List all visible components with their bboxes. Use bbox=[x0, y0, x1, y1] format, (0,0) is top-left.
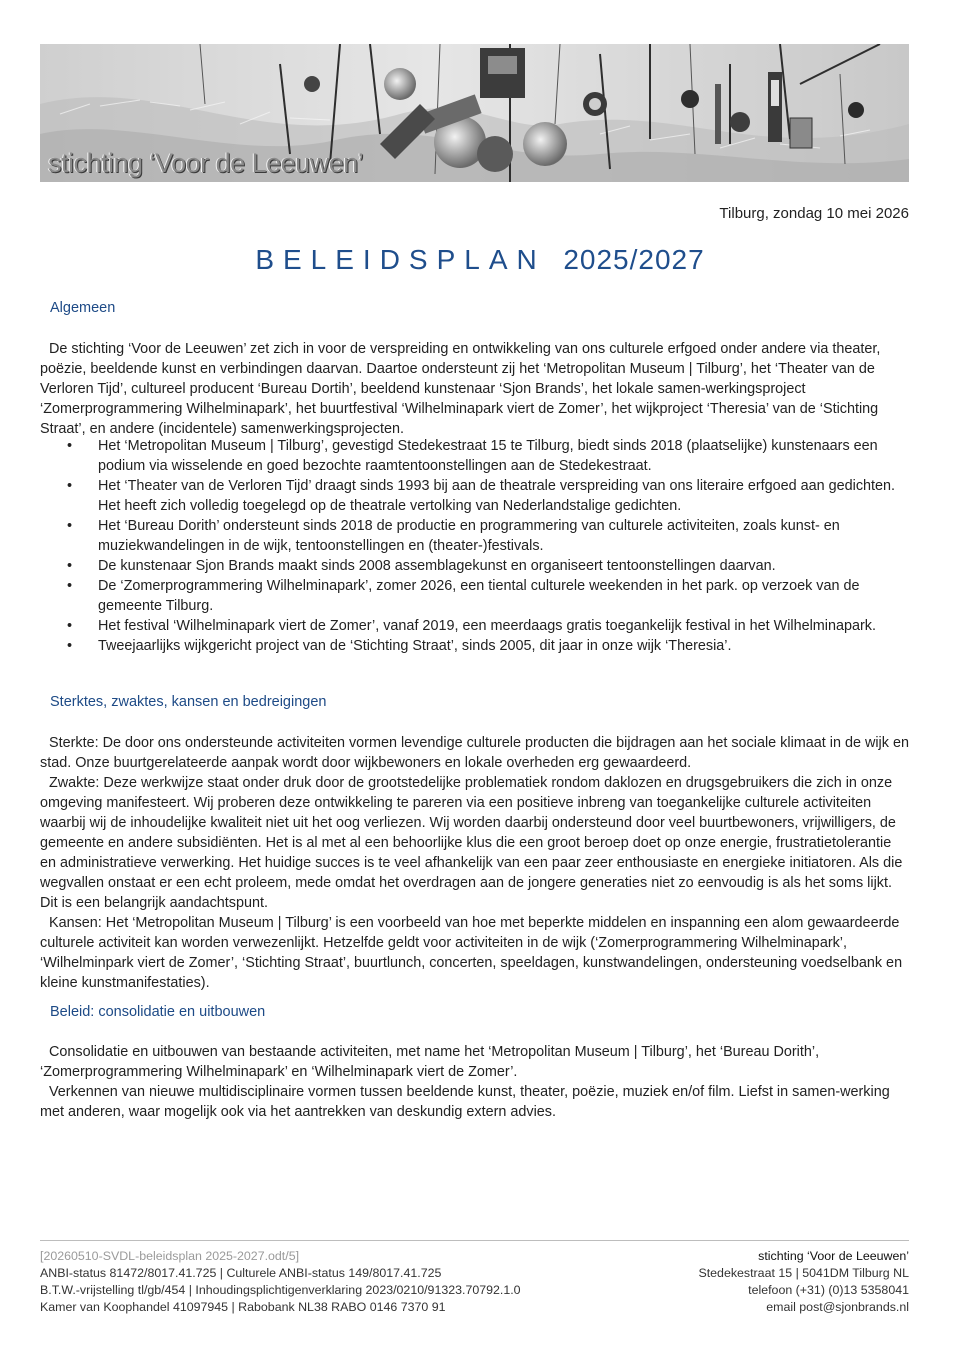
section-heading-algemeen: Algemeen bbox=[50, 300, 116, 316]
swot-sterkte: Sterkte: De door ons ondersteunde activiteiten vormen levendige culturele producten die bijdragen aan het sociale klimaat in de wijk en stad. Onze buurtgerelateerde aanpak wordt door wijkbewoners en lokale overheden erg gewaardeerd. bbox=[40, 735, 909, 771]
document-date: Tilburg, zondag 10 mei 2026 bbox=[719, 205, 909, 222]
footer-left bbox=[40, 1248, 521, 1316]
algemeen-intro bbox=[40, 339, 910, 439]
algemeen-bullet-list bbox=[40, 436, 910, 656]
footer-btw: B.T.W.-vrijstelling tl/gb/454 | Inhoudingsplichtigenverklaring 2023/0210/91323.70792.1.0 bbox=[40, 1283, 521, 1297]
beleid-verkennen: Verkennen van nieuwe multidisciplinaire vormen tussen beeldende kunst, theater, poëzie, muziek en/of film. Liefst in samen-werking met anderen, waar mogelijk ook via het aantrekken van deskundig extern advies. bbox=[40, 1084, 890, 1120]
section-heading-beleid: Beleid: consolidatie en uitbouwen bbox=[50, 1004, 266, 1020]
footer-address: Stedekestraat 15 | 5041DM Tilburg NL bbox=[698, 1266, 909, 1280]
algemeen-intro-text: De stichting ‘Voor de Leeuwen’ zet zich in voor de verspreiding en ontwikkeling van ons culturele erfgoed onder andere via theater, poëzie, beeldende kunst en verbindingen daarvan. Daartoe ondersteunt zij het ‘Metropolitan Museum | Tilburg’, het ‘Theater van de Verloren Tijd’, cultureel producent ‘Bureau Dortih’, beeldend kunstenaar ‘Sjon Brands’, het lokale samen-werkingsproject ‘Zomerprogrammering Wilhelminapark’, het buurtfestival ‘Wilhelminapark viert de Zomer’, het wijkproject ‘Theresia’ van de ‘Stichting Straat’, en andere (incidentele) samenwerkingsprojecten. bbox=[40, 341, 881, 437]
list-item: • Tweejaarlijks wijkgericht project van de ‘Stichting Straat’, sinds 2005, dit jaar in onze wijk ‘Theresia’. bbox=[40, 636, 910, 656]
header-banner bbox=[40, 44, 909, 182]
title-word: BELEIDSPLAN bbox=[255, 244, 546, 275]
beleid-body bbox=[40, 1042, 910, 1122]
section-heading-swot: Sterktes, zwaktes, kansen en bedreigingen bbox=[50, 694, 327, 710]
footer-anbi-status: ANBI-status 81472/8017.41.725 | Culturele ANBI-status 149/8017.41.725 bbox=[40, 1266, 442, 1280]
list-item: • Het ‘Theater van de Verloren Tijd’ draagt sinds 1993 bij aan de theatrale verspreiding van ons literaire erfgoed aan gedichten. Het heeft zich volledig toegelegd op de theatrale vertolking van Nederlandstalige gedichten. bbox=[40, 476, 910, 516]
swot-body bbox=[40, 733, 910, 993]
swot-zwakte: Zwakte: Deze werkwijze staat onder druk door de grootstedelijke problematiek rondom daklozen en drugsgebruikers die zich in onze omgeving manifesteert. Wij proberen deze ontwikkeling te pareren via een positieve inbreng van toegankelijke culturele activiteiten waarbij wij de inhoudelijke kwaliteit niet uit het oog verliezen. Wij worden daarbij ondersteund door veel buurtbewoners, vrijwilligers, de gemeente en andere subsidiënten. Het is al met al een behoorlijke klus die een groot beroep doet op onze energie, frustratietolerantie en administratieve verwerking. Het huidige succes is te veel afhankelijk van een paar zeer enthousiaste en energieke initiatoren. Als die wegvallen onstaat er een echt proleem, mede omdat het overdragen aan de jongere generaties niet zo eenvoudig is als het soms lijkt. Dit is een belangrijk aandachtspunt. bbox=[40, 775, 903, 911]
footer-right bbox=[698, 1248, 909, 1316]
title-years: 2025/2027 bbox=[563, 244, 705, 275]
list-item: • Het festival ‘Wilhelminapark viert de Zomer’, vanaf 2019, een meerdaags gratis toegankelijk festival in het Wilhelminapark. bbox=[40, 616, 910, 636]
footer-email: email post@sjonbrands.nl bbox=[766, 1300, 909, 1314]
swot-kansen: Kansen: Het ‘Metropolitan Museum | Tilburg’ is een voorbeeld van hoe met beperkte middelen en inspanning een alom gewaardeerde culturele activiteit kan worden verwezenlijkt. Hetzelfde geldt voor activiteiten in de wijk (‘Zomerprogrammering Wilhelminapark’, ‘Wilhelminpark viert de Zomer’, ‘Stichting Straat’, buurtlunch, concerten, speeldagen, kunstwandelingen, ondersteuning voedselbank en kleine kunstmanifestaties). bbox=[40, 915, 903, 991]
footer-organisation: stichting ‘Voor de Leeuwen’ bbox=[758, 1249, 909, 1263]
list-item: • Het ‘Bureau Dorith’ ondersteunt sinds 2018 de productie en programmering van culturele activiteiten, zoals kunst- en muziekwandelingen in de wijk, tentoonstellingen en (theater-)festivals. bbox=[40, 516, 910, 556]
footer-divider bbox=[40, 1240, 909, 1241]
banner-title: stichting ‘Voor de Leeuwen’ bbox=[48, 148, 364, 178]
footer-file-reference: [20260510-SVDL-beleidsplan 2025-2027.odt/5] bbox=[40, 1249, 300, 1263]
list-item: • De kunstenaar Sjon Brands maakt sinds 2008 assemblagekunst en organiseert tentoonstellingen daarvan. bbox=[40, 556, 910, 576]
footer-kvk-bank: Kamer van Koophandel 41097945 | Rabobank NL38 RABO 0146 7370 91 bbox=[40, 1300, 446, 1314]
list-item: • Het ‘Metropolitan Museum | Tilburg’, gevestigd Stedekestraat 15 te Tilburg, biedt sinds 2018 (plaatselijke) kunstenaars een podium via wisselende en goed bezochte raamtentoonstellingen aan de Stedekestraat. bbox=[40, 436, 910, 476]
list-item: • De ‘Zomerprogrammering Wilhelminapark’, zomer 2026, een tiental culturele weekenden in het park. op verzoek van de gemeente Tilburg. bbox=[40, 576, 910, 616]
beleid-consolidatie: Consolidatie en uitbouwen van bestaande activiteiten, met name het ‘Metropolitan Museum | Tilburg’, het ‘Bureau Dorith’, ‘Zomerprogrammering Wilhelminapark’ en ‘Wilhelminapark viert de Zomer’. bbox=[40, 1044, 820, 1080]
document-title bbox=[0, 244, 960, 276]
footer-phone: telefoon (+31) (0)13 5358041 bbox=[748, 1283, 909, 1297]
